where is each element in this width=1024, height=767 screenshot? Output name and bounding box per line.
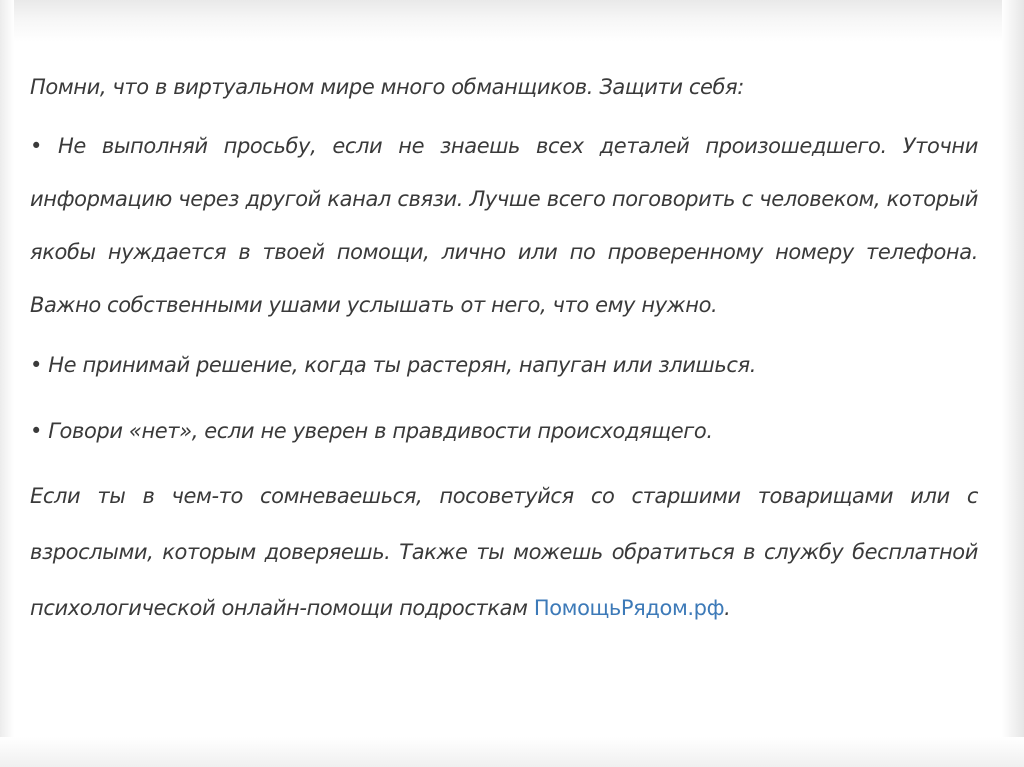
outro-paragraph <box>30 468 978 636</box>
slide-text-body <box>30 66 978 636</box>
outro-text: Если ты в чем-то сомневаешься, посоветуйся со старшими товарищами или с взрослыми, которым доверяешь. Также ты можешь обратиться в службу бесплатной психологической онлайн-помощи подросткам <box>30 484 978 620</box>
right-edge-shadow <box>1002 0 1024 767</box>
intro-paragraph: Помни, что в виртуальном мире много обманщиков. Защити себя: <box>30 75 744 99</box>
bullet-item-details: • Не выполняй просьбу, если не знаешь всех деталей произошедшего. Уточни информацию через другой канал связи. Лучше всего поговорить с человеком, который якобы нуждается в твоей помощи, лично или по проверенному номеру телефона. Важно собственными ушами услышать от него, что ему нужно. <box>30 134 978 317</box>
help-site-link[interactable]: ПомощьРядом.рф <box>533 596 725 620</box>
bullet-item-say-no: • Говори «нет», если не уверен в правдивости происходящего. <box>30 419 713 443</box>
bottom-edge-shadow <box>0 737 1024 767</box>
left-edge-shadow <box>0 0 14 767</box>
outro-end-punctuation: . <box>724 596 731 620</box>
bullet-item-decision: • Не принимай решение, когда ты растерян, напуган или злишься. <box>30 353 757 377</box>
top-edge-shadow <box>0 0 1024 42</box>
